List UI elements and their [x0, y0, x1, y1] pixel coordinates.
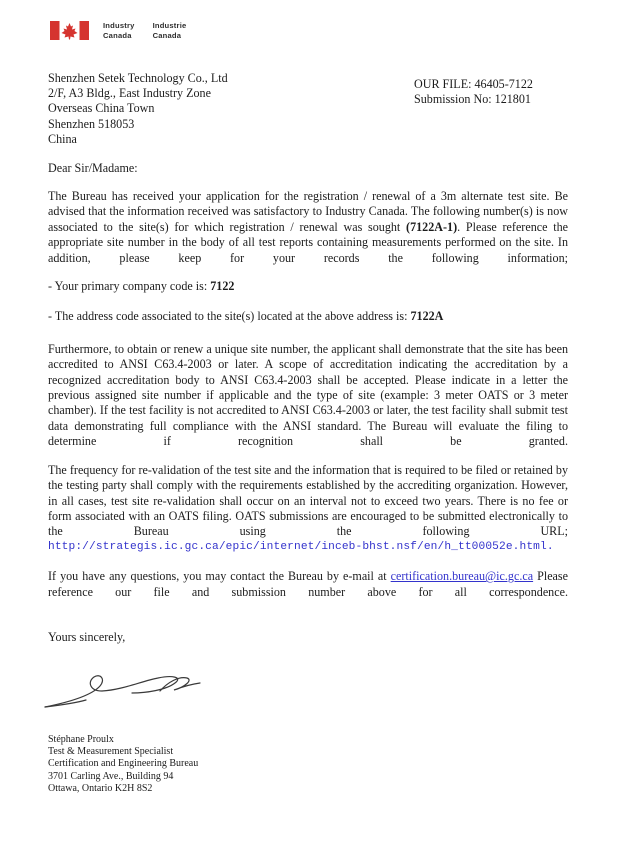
oats-url-line [48, 540, 568, 555]
paragraph-text: Please reference our file and submission number above for all correspondence. [48, 569, 569, 599]
logo-wordmark-french [153, 21, 187, 40]
recipient-line: Overseas China Town [48, 101, 155, 116]
paragraph-text: The Bureau has received your application for the registration / renewal of a 3m alternate test site. Be advised that the information received was satisfactory to Industry Canada. The following number(s) is now associated to the site(s) for which registration / renewal was sought [48, 189, 568, 234]
paragraph-revalidation: The frequency for re-validation of the test site and the information that is required to be filed or retained by the testing party shall comply with the requirements established by the accrediting organization. However, in all cases, test site re-validation shall occur on an interval not to exceed two years. There is no fee or form associated with an OATS filing. OATS submissions are encouraged to be submitted electronically to the Bureau using the following URL; [48, 462, 568, 539]
bullet-company-code [48, 279, 568, 294]
logo-word-industrie: Industrie [152, 21, 187, 30]
recipient-address [48, 71, 228, 147]
paragraph-accreditation: Furthermore, to obtain or renew a unique site number, the applicant shall demonstrate that the site has been accredited to ANSI C63.4-2003 or later. A scope of accreditation indicating the accreditation by a recognized accreditation body to ANSI C63.4-2003 shall be accepted. Please indicate in a letter the previous assigned site number if applicable and the type of site (example: 3 meter OATS or 3 meter chamber). If the test facility is not accredited to ANSI C63.4-2003 or later, the test facility shall submit test data demonstrating full compliance with the ANSI standard. The Bureau will evaluate the filing to determine if recognition shall be granted. [48, 341, 568, 449]
industry-canada-logo [50, 21, 186, 40]
handwritten-signature [42, 667, 212, 713]
signer-street: 3701 Carling Ave., Building 94 [48, 770, 174, 782]
logo-word-canada-fr: Canada [152, 30, 182, 40]
signature-area [48, 667, 568, 713]
paragraph-text: . Please reference the appropriate site number in the body of all test reports containing measurements performed on the site. In addition, please keep for your records the following information; [48, 219, 569, 265]
recipient-line: 2/F, A3 Bldg., East Industry Zone [48, 86, 211, 101]
recipient-line: Shenzhen 518053 [48, 116, 135, 131]
letter-body [48, 161, 568, 795]
certification-bureau-email-link[interactable]: certification.bureau@ic.gc.ca [390, 569, 534, 584]
recipient-line: Shenzhen Setek Technology Co., Ltd [48, 71, 228, 85]
our-file-number: OUR FILE: 46405-7122 [414, 77, 533, 91]
bullet-address-code [48, 309, 568, 324]
recipient-line: China [48, 131, 77, 146]
address-code-value: 7122A [410, 309, 444, 324]
oats-url-link[interactable]: http://strategis.ic.gc.ca/epic/internet/inceb-bhst.nsf/en/h_tt00052e.html [48, 540, 547, 553]
paragraph-text: If you have any questions, you may contact the Bureau by e-mail at [48, 569, 391, 584]
file-info [414, 77, 533, 107]
site-number-value: (7122A-1) [406, 219, 458, 234]
logo-word-industry: Industry [103, 21, 135, 30]
submission-number: Submission No: 121801 [414, 92, 531, 107]
paragraph-contact [48, 569, 568, 600]
logo-word-canada-en: Canada [103, 30, 132, 40]
signer-block [48, 734, 568, 795]
paragraph-registration [48, 189, 568, 266]
url-period: . [546, 540, 554, 553]
signer-bureau: Certification and Engineering Bureau [48, 758, 199, 770]
closing-salutation: Yours sincerely, [48, 629, 126, 644]
company-code-value: 7122 [210, 279, 235, 294]
canada-flag-icon [50, 21, 89, 40]
salutation: Dear Sir/Madame: [48, 161, 138, 175]
signer-name: Stéphane Proulx [48, 733, 114, 745]
signer-city: Ottawa, Ontario K2H 8S2 [48, 782, 153, 794]
logo-wordmark-english [103, 21, 135, 40]
bullet-label: - The address code associated to the site(s) located at the above address is: [48, 309, 411, 324]
signer-title: Test & Measurement Specialist [48, 746, 174, 758]
bullet-label: - Your primary company code is: [48, 279, 211, 294]
